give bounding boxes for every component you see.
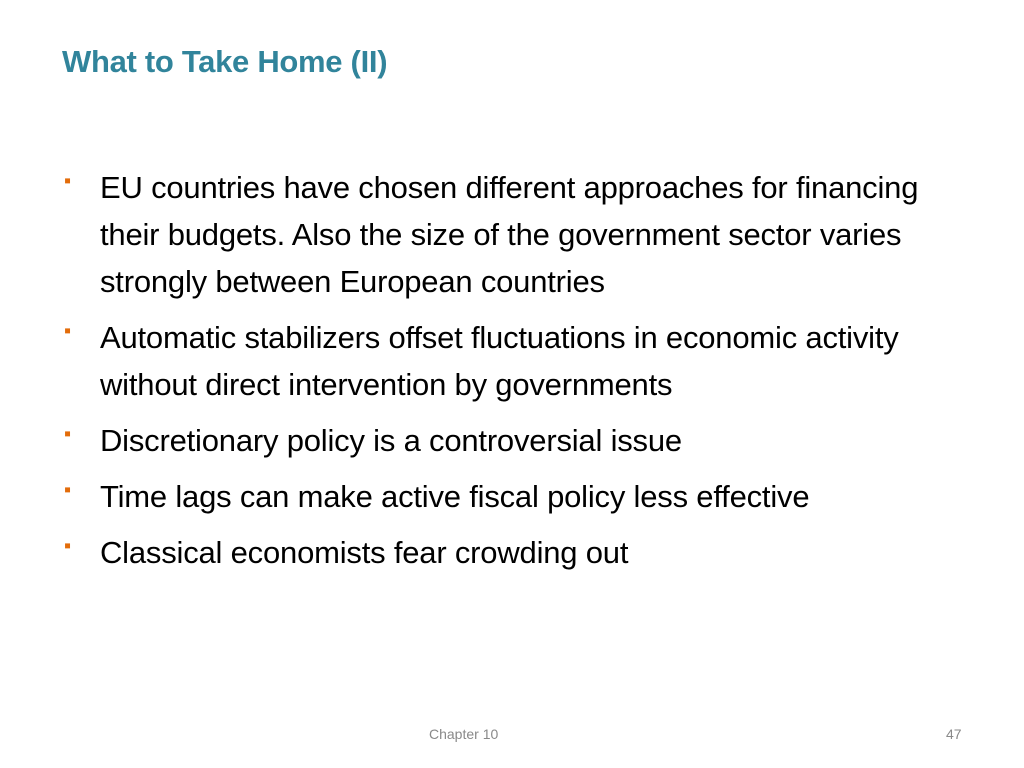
bullet-text: EU countries have chosen different approaches for financing their budgets. Also the size of the government sector varies strongly between European countries	[100, 170, 919, 299]
bullet-text: Classical economists fear crowding out	[100, 535, 629, 570]
bullet-item	[62, 529, 982, 576]
bullet-list	[62, 164, 982, 585]
bullet-square-icon: ▪	[64, 479, 71, 501]
bullet-text: Discretionary policy is a controversial issue	[100, 423, 682, 458]
bullet-item	[62, 417, 982, 464]
bullet-square-icon: ▪	[64, 423, 71, 445]
bullet-item	[62, 314, 982, 408]
bullet-square-icon: ▪	[64, 170, 71, 192]
bullet-square-icon: ▪	[64, 320, 71, 342]
bullet-text: Time lags can make active fiscal policy less effective	[100, 479, 810, 514]
slide-number: 47	[946, 726, 962, 742]
slide-title: What to Take Home (II)	[62, 44, 388, 79]
bullet-text: Automatic stabilizers offset fluctuations in economic activity without direct intervention by governments	[100, 320, 899, 402]
bullet-item	[62, 164, 982, 305]
bullet-square-icon: ▪	[64, 535, 71, 557]
bullet-item	[62, 473, 982, 520]
footer-chapter: Chapter 10	[429, 726, 499, 742]
